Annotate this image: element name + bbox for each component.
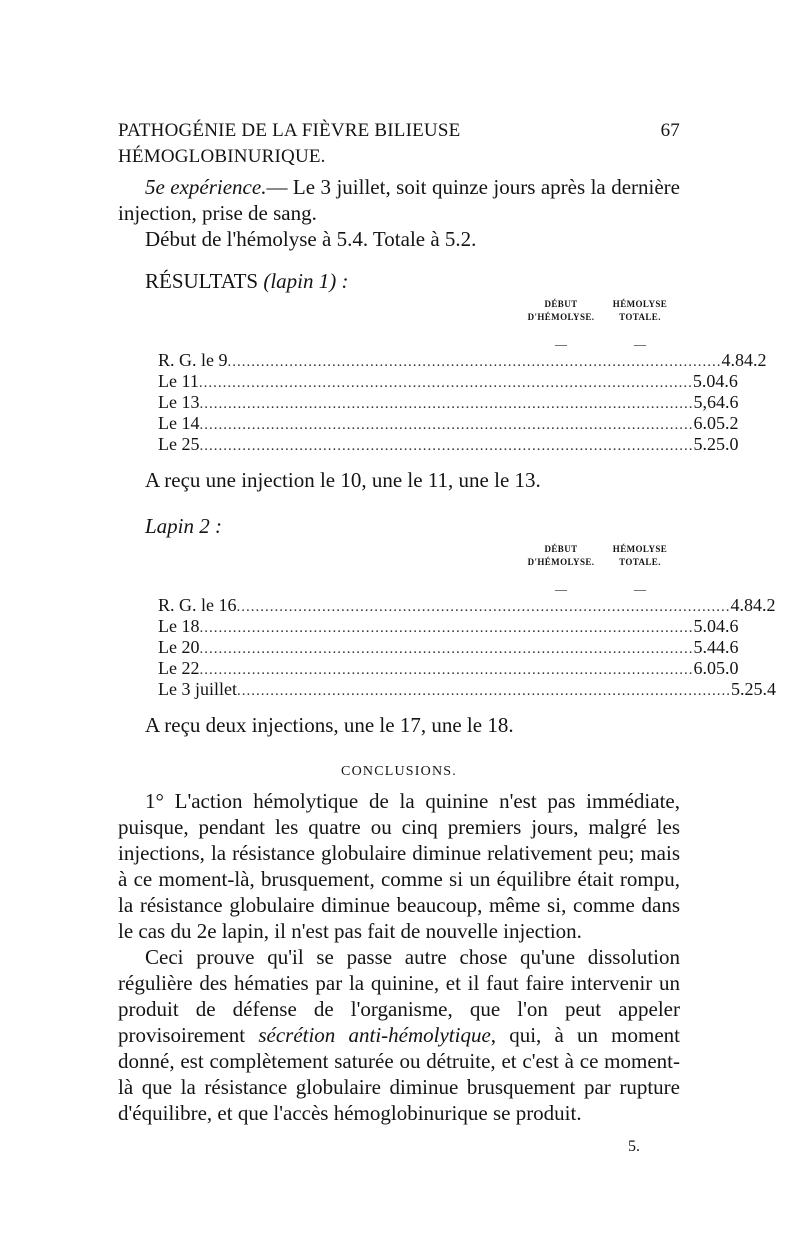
experiment-text: — Le 3 juillet, soit quinze jours après la dernière injection, prise de sang. [118,175,680,225]
results-heading-caps: RÉSULTATS [145,269,259,293]
table-1-col-debut: DÉBUT D'HÉMOLYSE. [527,299,595,322]
running-head-title: PATHOGÉNIE DE LA FIÈVRE BILIEUSE HÉMOGLOBINURIQUE. [118,120,461,167]
table-1-dashes: — — [555,337,646,351]
table-row: Le 11 ........................................................................................................ 5.0 4.6 [158,371,738,391]
italic-term: sécrétion anti-hémolytique [258,1023,491,1047]
table-1-col-totale: HÉMOLYSE TOTALE. [612,299,668,322]
conclusion-paragraph-2: Ceci prouve qu'il se passe autre chose qu'une dissolution régulière des hématies par la quinine, et il faut faire intervenir un produit de défense de l'organisme, que l'on peut appeler provisoirement sécrétion anti-hémolytique, qui, à un moment donné, est complètement saturée ou détruite, et c'est à ce moment-là que la résistance globulaire diminue brusquement par rupture d'équilibre, et que l'accès hémoglobinurique se produit. [118,945,680,1125]
results-heading [118,268,680,294]
experiment-paragraph [118,174,680,226]
note-lapin-1: A reçu une injection le 10, une le 11, une le 13. [145,468,541,492]
table-row: Le 18 ........................................................................................................ 5.0 4.6 [158,616,739,636]
table-row: Le 25 ........................................................................................................ 5.2 5.0 [158,434,739,454]
table-row: Le 20 ........................................................................................................ 5.4 4.6 [158,637,739,657]
results-table-1 [118,298,767,455]
table-row: R. G. le 16 ........................................................................................................ 4.8 4.2 [158,595,776,615]
signature-mark: 5. [628,1138,640,1155]
table-2-header [118,543,680,585]
table-2-col-debut: DÉBUT D'HÉMOLYSE. [527,544,595,567]
conclusion-paragraph-1: 1° L'action hémolytique de la quinine n'est pas immédiate, puisque, pendant les quatre ou cinq premiers jours, malgré les injections, la résistance globulaire diminue relativement peu; mais à ce moment-là, brusquement, comme si un équilibre était rompu, la résistance globulaire diminue beaucoup, même si, comme dans le cas du 2e lapin, il n'est pas fait de nouvelle injection. [118,789,680,943]
note-lapin-2: A reçu deux injections, une le 17, une le 18. [145,713,514,737]
table-row: Le 22 ........................................................................................................ 6.0 5.0 [158,658,739,678]
running-head [118,118,680,170]
lapin-2-heading: Lapin 2 : [145,514,223,538]
results-table-2 [118,543,776,700]
results-heading-rest: (lapin 1) : [258,269,349,293]
page [118,118,776,1156]
page-number-top: 67 [660,120,680,141]
table-2-dashes: — — [555,582,646,596]
table-row: Le 14 ........................................................................................................ 6.0 5.2 [158,413,739,433]
hemolysis-line: Début de l'hémolyse à 5.4. Totale à 5.2. [145,227,477,251]
conclusions-title: CONCLUSIONS. [341,764,457,779]
table-2-col-totale: HÉMOLYSE TOTALE. [612,544,668,567]
table-1-header [118,298,680,340]
experiment-label: 5e expérience. [145,175,267,199]
table-row: Le 13 ........................................................................................................ 5,6 4.6 [158,392,739,412]
table-row: R. G. le 9 ........................................................................................................ 4.8 4.2 [158,350,767,370]
table-row: Le 3 juillet ........................................................................................................ 5.2 5.4 [158,679,776,699]
